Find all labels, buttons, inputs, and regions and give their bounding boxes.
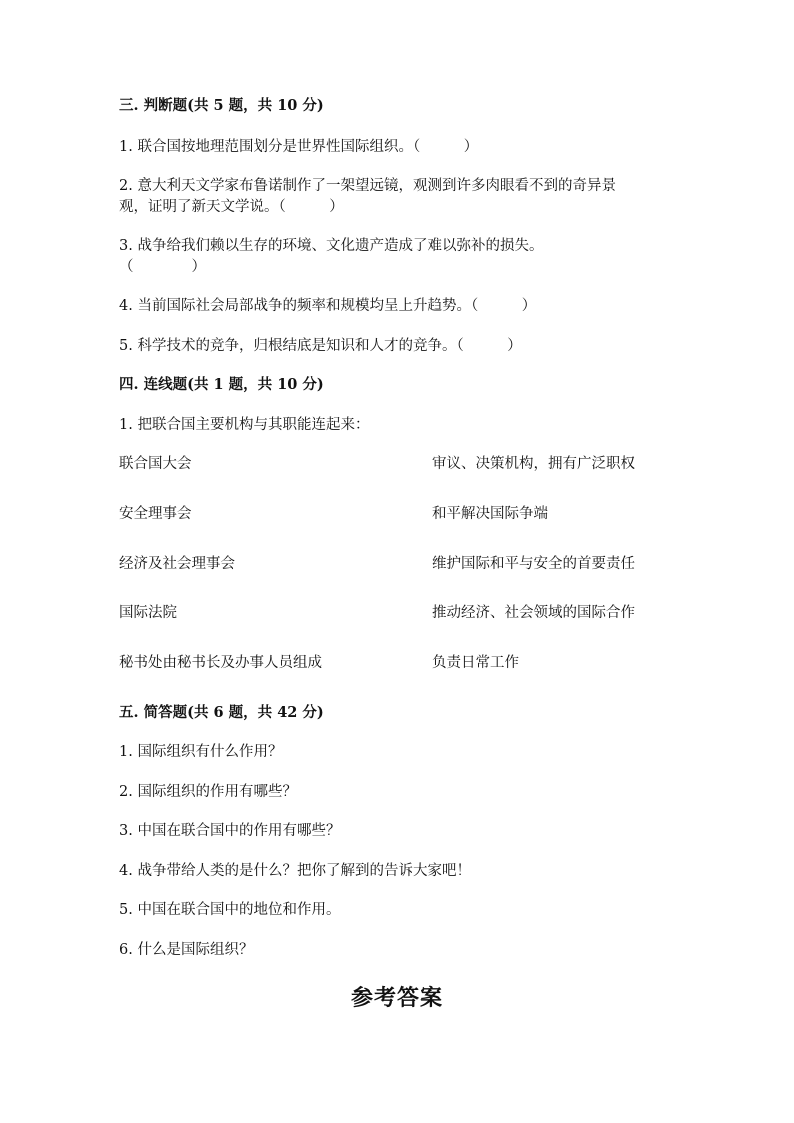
s5-question: 1. 国际组织有什么作用？ [119, 744, 283, 760]
match-right-item: 推动经济、社会领域的国际合作 [432, 605, 635, 621]
section3-title: 三. 判断题(共 5 题，共 10 分) [119, 97, 324, 114]
match-left-item: 安全理事会 [119, 506, 192, 522]
s4-question-1: 1. 把联合国主要机构与其职能连起来： [119, 417, 370, 433]
s5-question: 6. 什么是国际组织？ [119, 942, 254, 958]
s5-question: 2. 国际组织的作用有哪些？ [119, 784, 297, 800]
s3-question-4: 4. 当前国际社会局部战争的频率和规模均呈上升趋势。（ ） [119, 298, 537, 314]
match-right-item: 审议、决策机构，拥有广泛职权 [432, 456, 635, 472]
match-right-item: 负责日常工作 [432, 655, 519, 671]
match-right-item: 和平解决国际争端 [432, 506, 548, 522]
section4-title: 四. 连线题(共 1 题，共 10 分) [119, 376, 324, 393]
s5-question: 5. 中国在联合国中的地位和作用。 [119, 902, 341, 918]
s3-question-3-line1: 3. 战争给我们赖以生存的环境、文化遗产造成了难以弥补的损失。 [119, 238, 544, 254]
s3-question-3-line2: （ ） [119, 259, 206, 275]
s5-question: 4. 战争带给人类的是什么？把你了解到的告诉大家吧！ [119, 863, 471, 879]
s5-question: 3. 中国在联合国中的作用有哪些？ [119, 823, 341, 839]
s3-question-2-line2: 观，证明了新天文学说。（ ） [119, 199, 344, 215]
section5-title: 五. 简答题(共 6 题，共 42 分) [119, 704, 324, 721]
s3-question-1: 1. 联合国按地理范围划分是世界性国际组织。（ ） [119, 139, 479, 155]
match-left-item: 秘书处由秘书长及办事人员组成 [119, 655, 322, 671]
match-left-item: 经济及社会理事会 [119, 556, 235, 572]
s3-question-2-line1: 2. 意大利天文学家布鲁诺制作了一架望远镜，观测到许多肉眼看不到的奇异景 [119, 178, 616, 194]
s3-question-5: 5. 科学技术的竞争，归根结底是知识和人才的竞争。（ ） [119, 338, 522, 354]
answer-key-title: 参考答案 [350, 985, 443, 1011]
match-left-item: 联合国大会 [119, 456, 192, 472]
match-right-item: 维护国际和平与安全的首要责任 [432, 556, 635, 572]
match-left-item: 国际法院 [119, 605, 177, 621]
